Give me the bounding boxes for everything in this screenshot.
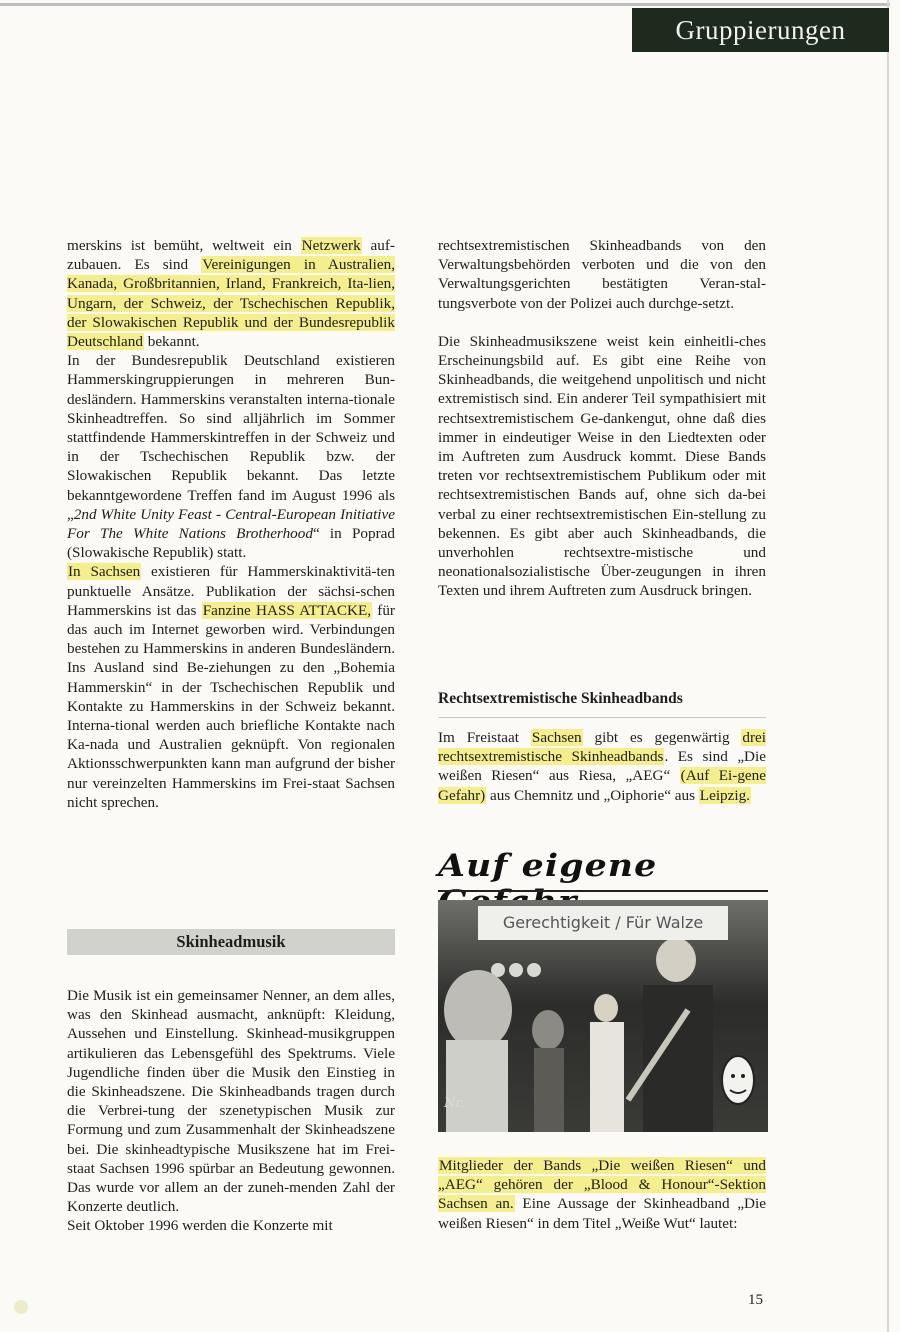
text: merskins ist bemüht, weltweit ein: [67, 237, 301, 254]
page-number: 15: [748, 1292, 763, 1308]
highlight: Vereinigungen in Australien, Kanada, Großbritannien, Irland, Frankreich, Ita-lien, Ungarn, der Schweiz, der Tschechischen Republik, der Slowakischen Republik und der Bundesrepublik Deutschland: [67, 256, 395, 351]
text: Eine Aussage der Skinheadband „Die weißen Riesen“ in dem Titel „Weiße Wut“ lautet:: [438, 1195, 766, 1232]
top-rule: [0, 3, 890, 6]
highlight: drei rechtsextremistische Skinheadbands: [438, 729, 767, 766]
text: Im Freistaat: [438, 729, 531, 746]
subsection-heading: Rechtsextremistische Skinheadbands: [438, 690, 766, 718]
text: existieren für Hammerskinaktivitä-ten punktuelle Ansätze. Publikation der sächsi-schen Hammerskins ist das: [67, 563, 396, 619]
bassist-head: [594, 994, 618, 1022]
highlight: Leipzig.: [699, 786, 750, 804]
band-photo: [438, 900, 768, 1132]
page-edge: [887, 0, 889, 1332]
caricature-face: [722, 1056, 754, 1104]
right-column-bottom: [438, 1156, 766, 1233]
singer-body: [446, 1040, 508, 1132]
stage-light: [509, 963, 523, 977]
section-heading-skinheadmusik: Skinheadmusik: [67, 929, 395, 955]
highlight: Mitglieder der Bands „Die weißen Riesen“ und „AEG“ gehören der „Blood & Honour“-Sektion Sachsen an.: [438, 1157, 766, 1213]
paragraph: Die Musik ist ein gemeinsamer Nenner, an dem alles, was den Skinhead ausmacht, anknüpft: Kleidung, Aussehen und Einstellung. Skinhead-musikgruppen artikulieren das Lebensgefühl des Spektrums. Viele Jugendliche finden über die Musik den Einstieg in die Skinheadszene. Die Skinheadbands tragen durch die Verbrei-tung der szenetypischen Musik zur Formung und zum Zusammenhalt der Skinheadszene bei. Die skinheadtypische Musikszene hat im Frei-staat Sachsen 1996 spürbar an Bedeutung gewonnen. Das wurde vor allem an der zuneh-menden Zahl der Konzerte deutlich.: [67, 987, 395, 1216]
left-column-top: [67, 236, 395, 812]
text: “ in Poprad (Slowakische Republik) statt.: [67, 525, 395, 562]
paragraph: [438, 728, 766, 805]
text: für das auch im Internet geworben wird. Verbindungen bestehen zu Hammerskins in anderen Bundesländern. Ins Ausland sind Be-ziehungen zu den „Bohemia Hammerskin“ in der Tschechischen Republik und Kontakte zu Hammerskins in der Schweiz bekannt. Interna-tional werden auch briefliche Kontakte nach Ka-nada und Australien geknüpft. Von regionalen Aktionsschwerpunkten kann man aufgrund der bisher nur vereinzelten Hammerskins im Frei-staat Sachsen nicht sprechen.: [67, 601, 395, 811]
paragraph: rechtsextremistischen Skinheadbands von den Verwaltungsbehörden verboten und die von den Verwaltungsgerichten bestätigten Veran-stal-tungsverbote von der Polizei auch durchge-setzt.: [438, 237, 766, 312]
guitarist-body: [534, 1048, 564, 1132]
highlight: Sachsen: [531, 729, 582, 746]
text: In der Bundesrepublik Deutschland existieren Hammerskingruppierungen in mehreren Bun-desländern. Hammerskins veranstalten interna-tionale Skinheadtreffen. So sind alljährlich im Sommer stattfindende Hammerskintreffen in der Schweiz und in der Tschechischen Republik bzw. der Slowakischen Republik bekannt. Das letzte bekanntgewordene Treffen fand im August 1996 als „: [67, 352, 395, 523]
guitarist-figure: [532, 1010, 564, 1050]
text: aus Chemnitz und „Oiphorie“ aus: [486, 786, 699, 804]
highlight: In Sachsen: [68, 563, 141, 581]
text: auf-zubauen. Es sind: [67, 237, 395, 274]
highlight: Fanzine HASS ATTACKE,: [202, 601, 372, 619]
paragraph: [67, 562, 395, 812]
right-column-top: [438, 236, 766, 601]
photo-mark: Nr.: [444, 1096, 465, 1111]
left-column-bottom: [67, 986, 395, 1236]
text: bekannt.: [143, 333, 200, 351]
stage-light: [527, 963, 541, 977]
lead-guitarist-head: [656, 938, 696, 982]
paper-smudge: [14, 1300, 28, 1314]
right-column-mid: [438, 728, 766, 805]
paragraph: Seit Oktober 1996 werden die Konzerte mit: [67, 1217, 333, 1235]
album-title-strip: Gerechtigkeit / Für Walze: [478, 906, 728, 940]
logo-underline: [438, 890, 768, 892]
paragraph: [67, 351, 395, 562]
paragraph: Die Skinheadmusikszene weist kein einheitli-ches Erscheinungsbild auf. Es gibt eine Reihe von Skinheadbands, die weitgehend unpolitisch und nicht extremistisch sind. Ein anderer Teil sympathisiert mit rechtsextremistischem Ge-dankengut, ohne daß dies immer in eindeutiger Weise in den Liedtexten oder im Auftreten zum Ausdruck kommt. Diese Bands treten vor rechtsextremistischem Publikum oder mit rechtsextremistischen Bands auf, ohne sich da-bei verbal zu einer rechtsextremistischen Ein-stellung zu bekennen. Es gibt aber auch Skinheadbands, die unverhohlen rechtsextre-mistische und neonationalsozialistische Über-zeugungen in ihren Texten und ihrem Auftreten zum Ausdruck bringen.: [438, 332, 766, 600]
section-title: Gruppierungen: [632, 8, 889, 52]
bassist-body: [590, 1022, 624, 1132]
highlight: (Auf Ei-gene Gefahr): [438, 767, 766, 804]
highlight: Netzwerk: [301, 237, 361, 254]
text: gibt es gegenwärtig: [582, 729, 742, 746]
event-title: 2nd White Unity Feast - Central-European Initiative For The White Nations Brotherhood: [67, 505, 395, 543]
singer-figure: [444, 970, 512, 1050]
paragraph: [438, 1156, 766, 1233]
text: . Es sind „Die weißen Riesen“ aus Riesa, „AEG“: [438, 748, 766, 785]
band-logo: Auf eigene: [438, 848, 658, 884]
paragraph: [67, 236, 395, 351]
